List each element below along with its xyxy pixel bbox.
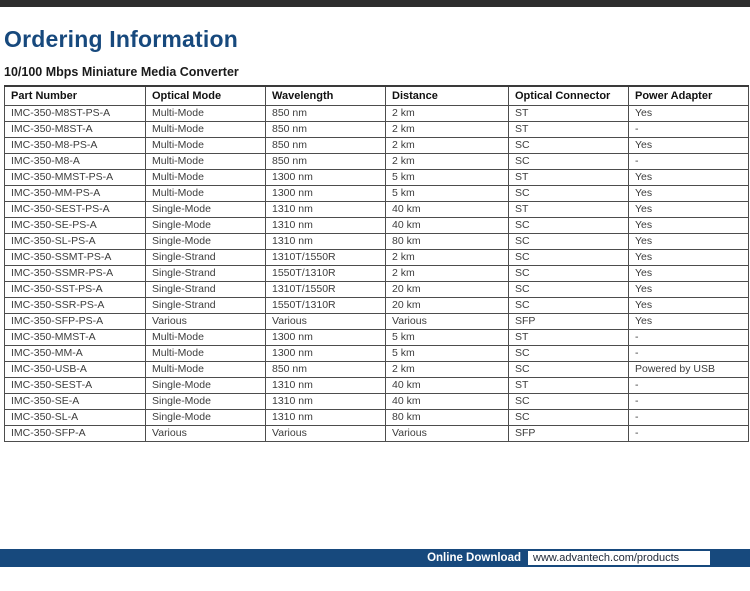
- table-cell: IMC-350-M8-A: [5, 154, 146, 170]
- table-cell: 1550T/1310R: [266, 266, 386, 282]
- table-cell: 850 nm: [266, 362, 386, 378]
- table-cell: 1310 nm: [266, 202, 386, 218]
- table-cell: 2 km: [386, 266, 509, 282]
- table-cell: IMC-350-SSR-PS-A: [5, 298, 146, 314]
- table-cell: IMC-350-SE-A: [5, 394, 146, 410]
- table-row: [5, 426, 749, 442]
- table-cell: Multi-Mode: [146, 170, 266, 186]
- table-cell: SC: [509, 250, 629, 266]
- table-row: [5, 106, 749, 122]
- table-cell: IMC-350-SL-A: [5, 410, 146, 426]
- table-cell: IMC-350-MMST-PS-A: [5, 170, 146, 186]
- table-cell: ST: [509, 330, 629, 346]
- table-cell: SC: [509, 298, 629, 314]
- table-cell: Yes: [629, 170, 749, 186]
- page-title: Ordering Information: [4, 26, 238, 52]
- ordering-table: [4, 85, 749, 442]
- table-cell: Multi-Mode: [146, 122, 266, 138]
- table-cell: IMC-350-USB-A: [5, 362, 146, 378]
- table-cell: 5 km: [386, 186, 509, 202]
- table-cell: -: [629, 154, 749, 170]
- table-cell: Yes: [629, 106, 749, 122]
- table-cell: IMC-350-M8ST-A: [5, 122, 146, 138]
- table-row: [5, 282, 749, 298]
- table-cell: Yes: [629, 186, 749, 202]
- table-cell: 1310 nm: [266, 378, 386, 394]
- table-cell: SC: [509, 186, 629, 202]
- table-cell: 1310T/1550R: [266, 282, 386, 298]
- column-header: Power Adapter: [629, 86, 749, 106]
- table-cell: SFP: [509, 314, 629, 330]
- table-row: [5, 410, 749, 426]
- table-cell: 40 km: [386, 218, 509, 234]
- table-cell: Single-Strand: [146, 282, 266, 298]
- table-cell: Various: [386, 426, 509, 442]
- column-header: Distance: [386, 86, 509, 106]
- table-cell: ST: [509, 122, 629, 138]
- table-cell: IMC-350-M8-PS-A: [5, 138, 146, 154]
- table-row: [5, 234, 749, 250]
- table-cell: 2 km: [386, 362, 509, 378]
- online-download-label: Online Download: [427, 552, 521, 564]
- table-cell: Yes: [629, 202, 749, 218]
- table-cell: 5 km: [386, 346, 509, 362]
- table-cell: Multi-Mode: [146, 330, 266, 346]
- table-cell: 1310 nm: [266, 218, 386, 234]
- table-cell: Multi-Mode: [146, 186, 266, 202]
- top-rule-bar: [0, 0, 750, 7]
- table-cell: ST: [509, 202, 629, 218]
- table-cell: Multi-Mode: [146, 346, 266, 362]
- table-header-row: [5, 86, 749, 106]
- table-cell: IMC-350-M8ST-PS-A: [5, 106, 146, 122]
- table-cell: Single-Strand: [146, 298, 266, 314]
- table-cell: 40 km: [386, 394, 509, 410]
- website-url-box[interactable]: www.advantech.com/products: [528, 551, 710, 565]
- table-cell: -: [629, 346, 749, 362]
- table-cell: Various: [146, 314, 266, 330]
- table-cell: Single-Mode: [146, 234, 266, 250]
- table-cell: Single-Mode: [146, 218, 266, 234]
- table-cell: IMC-350-MM-PS-A: [5, 186, 146, 202]
- table-cell: -: [629, 378, 749, 394]
- column-header: Part Number: [5, 86, 146, 106]
- table-cell: Single-Mode: [146, 378, 266, 394]
- table-cell: 1310 nm: [266, 394, 386, 410]
- table-cell: 1310 nm: [266, 234, 386, 250]
- table-cell: IMC-350-SE-PS-A: [5, 218, 146, 234]
- table-cell: 1300 nm: [266, 330, 386, 346]
- table-cell: SC: [509, 394, 629, 410]
- table-row: [5, 218, 749, 234]
- table-cell: IMC-350-SST-PS-A: [5, 282, 146, 298]
- table-cell: -: [629, 394, 749, 410]
- table-cell: IMC-350-SFP-PS-A: [5, 314, 146, 330]
- table-cell: 2 km: [386, 106, 509, 122]
- table-cell: SC: [509, 266, 629, 282]
- table-cell: Single-Strand: [146, 266, 266, 282]
- table-row: [5, 314, 749, 330]
- table-cell: ST: [509, 170, 629, 186]
- table-cell: Powered by USB: [629, 362, 749, 378]
- section-subtitle: 10/100 Mbps Miniature Media Converter: [4, 65, 239, 79]
- table-cell: Multi-Mode: [146, 362, 266, 378]
- table-cell: ST: [509, 378, 629, 394]
- table-cell: 40 km: [386, 202, 509, 218]
- footer-bar: [0, 549, 750, 567]
- table-row: [5, 330, 749, 346]
- table-cell: 5 km: [386, 170, 509, 186]
- table-row: [5, 346, 749, 362]
- table-cell: Yes: [629, 314, 749, 330]
- table-cell: 1310T/1550R: [266, 250, 386, 266]
- table-cell: SC: [509, 218, 629, 234]
- table-cell: 1310 nm: [266, 410, 386, 426]
- table-cell: Single-Strand: [146, 250, 266, 266]
- table-row: [5, 266, 749, 282]
- table-cell: 850 nm: [266, 154, 386, 170]
- table-row: [5, 122, 749, 138]
- table-cell: Various: [146, 426, 266, 442]
- table-cell: 2 km: [386, 250, 509, 266]
- table-cell: SFP: [509, 426, 629, 442]
- table-cell: Multi-Mode: [146, 106, 266, 122]
- column-header: Optical Mode: [146, 86, 266, 106]
- table-cell: ST: [509, 106, 629, 122]
- table-cell: SC: [509, 282, 629, 298]
- table-cell: 2 km: [386, 138, 509, 154]
- table-cell: -: [629, 122, 749, 138]
- table-row: [5, 394, 749, 410]
- table-cell: Yes: [629, 298, 749, 314]
- page-content: [0, 7, 750, 442]
- table-cell: IMC-350-SSMT-PS-A: [5, 250, 146, 266]
- table-cell: SC: [509, 346, 629, 362]
- table-cell: 2 km: [386, 122, 509, 138]
- table-cell: IMC-350-SEST-PS-A: [5, 202, 146, 218]
- table-cell: 5 km: [386, 330, 509, 346]
- table-cell: Various: [266, 314, 386, 330]
- table-cell: 80 km: [386, 410, 509, 426]
- table-cell: IMC-350-SEST-A: [5, 378, 146, 394]
- table-cell: Various: [266, 426, 386, 442]
- table-cell: Yes: [629, 250, 749, 266]
- table-cell: Yes: [629, 138, 749, 154]
- table-cell: Multi-Mode: [146, 138, 266, 154]
- table-cell: 2 km: [386, 154, 509, 170]
- table-cell: IMC-350-SFP-A: [5, 426, 146, 442]
- table-cell: Multi-Mode: [146, 154, 266, 170]
- table-row: [5, 154, 749, 170]
- table-cell: Yes: [629, 282, 749, 298]
- table-row: [5, 186, 749, 202]
- table-cell: 1300 nm: [266, 186, 386, 202]
- table-cell: -: [629, 330, 749, 346]
- table-cell: IMC-350-SL-PS-A: [5, 234, 146, 250]
- table-row: [5, 202, 749, 218]
- table-cell: 850 nm: [266, 138, 386, 154]
- table-cell: -: [629, 410, 749, 426]
- table-cell: 80 km: [386, 234, 509, 250]
- table-row: [5, 378, 749, 394]
- table-cell: SC: [509, 234, 629, 250]
- table-cell: 1550T/1310R: [266, 298, 386, 314]
- table-cell: SC: [509, 138, 629, 154]
- table-cell: 20 km: [386, 298, 509, 314]
- column-header: Optical Connector: [509, 86, 629, 106]
- table-cell: Yes: [629, 234, 749, 250]
- column-header: Wavelength: [266, 86, 386, 106]
- table-cell: IMC-350-SSMR-PS-A: [5, 266, 146, 282]
- table-cell: 20 km: [386, 282, 509, 298]
- table-row: [5, 298, 749, 314]
- table-cell: 850 nm: [266, 106, 386, 122]
- table-cell: SC: [509, 154, 629, 170]
- table-cell: 850 nm: [266, 122, 386, 138]
- table-cell: IMC-350-MM-A: [5, 346, 146, 362]
- table-row: [5, 138, 749, 154]
- table-row: [5, 170, 749, 186]
- table-cell: Yes: [629, 218, 749, 234]
- table-cell: SC: [509, 362, 629, 378]
- table-cell: Single-Mode: [146, 410, 266, 426]
- table-row: [5, 362, 749, 378]
- table-cell: Single-Mode: [146, 202, 266, 218]
- table-cell: IMC-350-MMST-A: [5, 330, 146, 346]
- table-cell: Single-Mode: [146, 394, 266, 410]
- table-cell: Various: [386, 314, 509, 330]
- table-cell: -: [629, 426, 749, 442]
- table-cell: 1300 nm: [266, 170, 386, 186]
- table-cell: 1300 nm: [266, 346, 386, 362]
- table-cell: SC: [509, 410, 629, 426]
- table-cell: Yes: [629, 266, 749, 282]
- table-cell: 40 km: [386, 378, 509, 394]
- table-row: [5, 250, 749, 266]
